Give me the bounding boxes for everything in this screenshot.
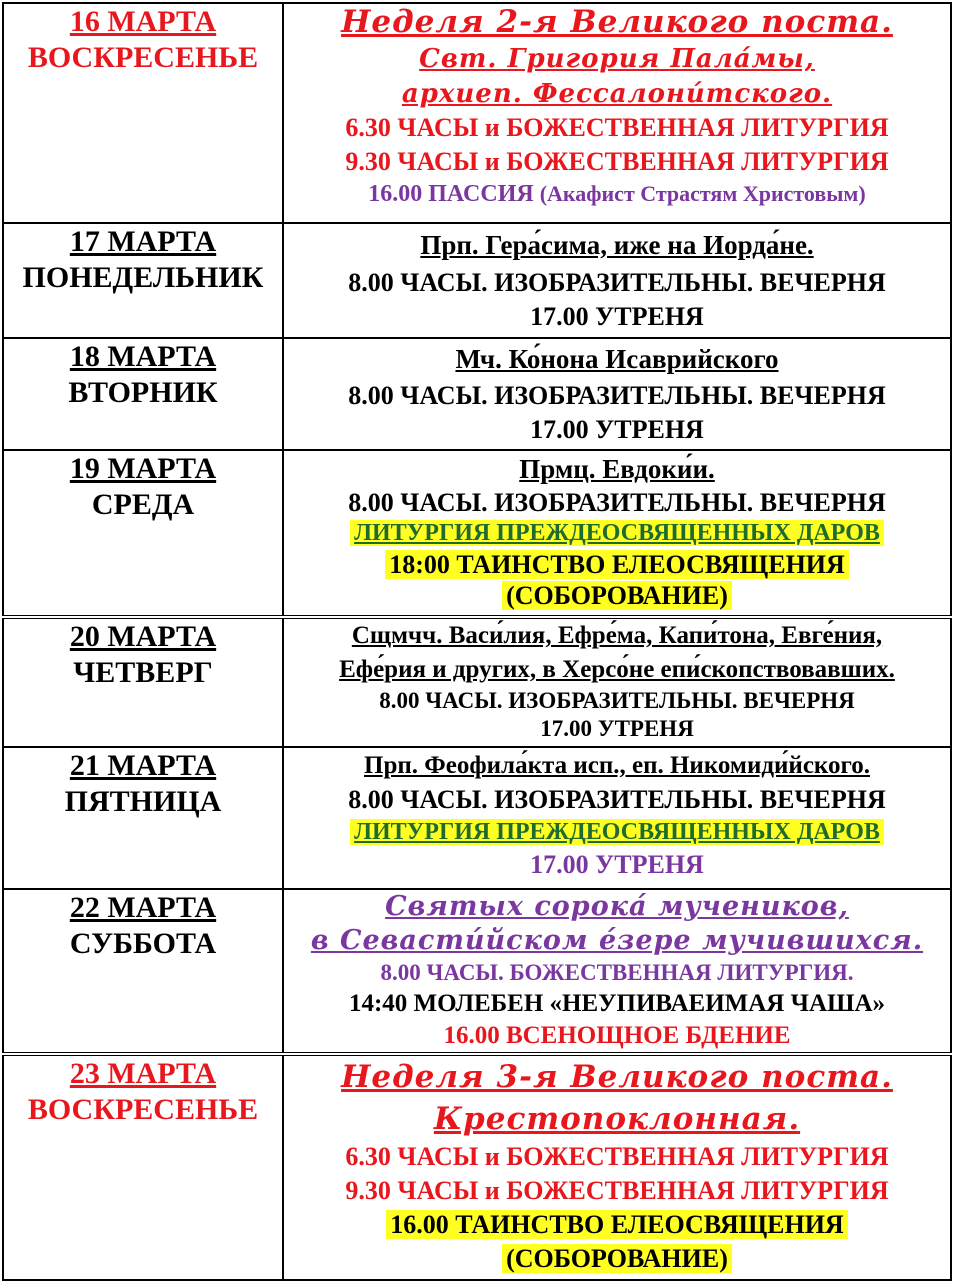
service-line — [288, 1242, 946, 1276]
saint-name: Ефе́рия и других, в Херсо́не епи́скопствовавших. — [339, 656, 895, 683]
day-cell — [3, 747, 283, 889]
day-weekday: ПЯТНИЦА — [64, 785, 222, 818]
service-line: 17.00 УТРЕНЯ — [540, 716, 694, 741]
service-line: 9.30 ЧАСЫ и БОЖЕСТВЕННАЯ ЛИТУРГИЯ — [345, 147, 889, 176]
service-line: 16.00 ВСЕНОЩНОЕ БДЕНИЕ — [443, 1022, 791, 1049]
services-cell — [283, 1054, 951, 1280]
day-weekday: ПОНЕДЕЛЬНИК — [22, 261, 264, 294]
services-cell — [283, 338, 951, 450]
table-row — [3, 889, 951, 1054]
services-cell — [283, 223, 951, 338]
day-cell — [3, 338, 283, 450]
table-row — [3, 450, 951, 617]
service-line: 8.00 ЧАСЫ. БОЖЕСТВЕННАЯ ЛИТУРГИЯ. — [380, 960, 854, 985]
day-date: 20 МАРТА — [69, 620, 217, 653]
day-date: 17 МАРТА — [69, 225, 217, 258]
service-line — [288, 549, 946, 580]
service-line: 8.00 ЧАСЫ. ИЗОБРАЗИТЕЛЬНЫ. ВЕЧЕРНЯ — [348, 488, 886, 517]
services-cell — [283, 450, 951, 617]
table-row — [3, 1054, 951, 1280]
table-row — [3, 3, 951, 223]
table-row — [3, 747, 951, 889]
services-cell — [283, 889, 951, 1054]
service-highlight: ЛИТУРГИЯ ПРЕЖДЕОСВЯЩЕННЫХ ДАРОВ — [350, 520, 884, 546]
service-line — [288, 1208, 946, 1242]
service-highlight: 18:00 ТАИНСТВО ЕЛЕОСВЯЩЕНИЯ — [385, 550, 849, 579]
saint-name: Сщмчч. Васи́лия, Ефре́ма, Капи́тона, Евге́ния, — [351, 622, 883, 649]
service-line — [288, 179, 946, 209]
saint-name: Мч. Ко́нона Исаврийского — [455, 344, 779, 374]
services-cell — [283, 617, 951, 747]
day-date: 18 МАРТА — [69, 340, 217, 373]
schedule-table — [2, 2, 952, 1281]
saint-name: Прп. Гера́сима, иже на Иорда́не. — [420, 230, 814, 260]
day-weekday: СРЕДА — [91, 488, 195, 521]
service-line: 6.30 ЧАСЫ и БОЖЕСТВЕННАЯ ЛИТУРГИЯ — [345, 1142, 889, 1171]
feast-title: Неделя 2-я Великого поста. — [341, 4, 893, 40]
service-line — [288, 580, 946, 611]
day-cell — [3, 1054, 283, 1280]
saint-name: Прмц. Евдоки́и. — [519, 454, 715, 484]
service-line: 8.00 ЧАСЫ. ИЗОБРАЗИТЕЛЬНЫ. ВЕЧЕРНЯ — [348, 268, 886, 297]
service-line: 17.00 УТРЕНЯ — [530, 850, 704, 879]
saint-name: Прп. Феофила́кта исп., еп. Никомиди́йского. — [364, 752, 870, 779]
day-weekday: ЧЕТВЕРГ — [73, 656, 213, 689]
day-weekday: СУББОТА — [69, 927, 217, 960]
service-line: 9.30 ЧАСЫ и БОЖЕСТВЕННАЯ ЛИТУРГИЯ — [345, 1176, 889, 1205]
service-line: 6.30 ЧАСЫ и БОЖЕСТВЕННАЯ ЛИТУРГИЯ — [345, 113, 889, 142]
services-cell — [283, 747, 951, 889]
day-weekday: ВТОРНИК — [68, 376, 218, 409]
service-highlight: 16.00 ТАИНСТВО ЕЛЕОСВЯЩЕНИЯ — [386, 1210, 847, 1239]
day-date: 19 МАРТА — [69, 452, 217, 485]
day-date: 16 МАРТА — [69, 5, 217, 38]
services-cell — [283, 3, 951, 223]
service-line: 8.00 ЧАСЫ. ИЗОБРАЗИТЕЛЬНЫ. ВЕЧЕРНЯ — [348, 381, 886, 410]
service-line: 17.00 УТРЕНЯ — [530, 302, 704, 331]
table-row — [3, 338, 951, 450]
feast-title: Крестопоклонная. — [433, 1101, 801, 1137]
saint-title: архиеп. Фессалони́тского. — [401, 79, 833, 109]
service-note: (Акафист Страстям Христовым) — [539, 181, 866, 206]
table-row — [3, 617, 951, 747]
saint-name: Свт. Григория Пала́мы, — [419, 44, 815, 74]
service-passion: 16.00 ПАССИЯ — [368, 181, 534, 207]
service-line: 17.00 УТРЕНЯ — [530, 415, 704, 444]
service-line: 8.00 ЧАСЫ. ИЗОБРАЗИТЕЛЬНЫ. ВЕЧЕРНЯ — [379, 688, 855, 713]
feast-title: в Севасти́йском е́зере мучившихся. — [310, 925, 924, 956]
service-highlight: (СОБОРОВАНИЕ) — [502, 1244, 732, 1273]
feast-title: Святых сорока́ мучеников, — [385, 891, 849, 922]
service-highlight: (СОБОРОВАНИЕ) — [502, 581, 732, 610]
service-highlight: ЛИТУРГИЯ ПРЕЖДЕОСВЯЩЕННЫХ ДАРОВ — [350, 819, 884, 845]
day-weekday: ВОСКРЕСЕНЬЕ — [27, 41, 259, 74]
service-line: 14:40 МОЛЕБЕН «НЕУПИВАЕИМАЯ ЧАША» — [348, 990, 886, 1017]
feast-title: Неделя 3-я Великого поста. — [341, 1059, 893, 1095]
service-line — [288, 518, 946, 549]
day-date: 22 МАРТА — [69, 891, 217, 924]
day-cell — [3, 617, 283, 747]
service-line — [288, 816, 946, 848]
table-row — [3, 223, 951, 338]
day-cell — [3, 3, 283, 223]
day-cell — [3, 889, 283, 1054]
day-weekday: ВОСКРЕСЕНЬЕ — [27, 1093, 259, 1126]
service-line: 8.00 ЧАСЫ. ИЗОБРАЗИТЕЛЬНЫ. ВЕЧЕРНЯ — [348, 785, 886, 814]
day-date: 23 МАРТА — [69, 1057, 217, 1090]
day-date: 21 МАРТА — [69, 749, 217, 782]
day-cell — [3, 223, 283, 338]
day-cell — [3, 450, 283, 617]
